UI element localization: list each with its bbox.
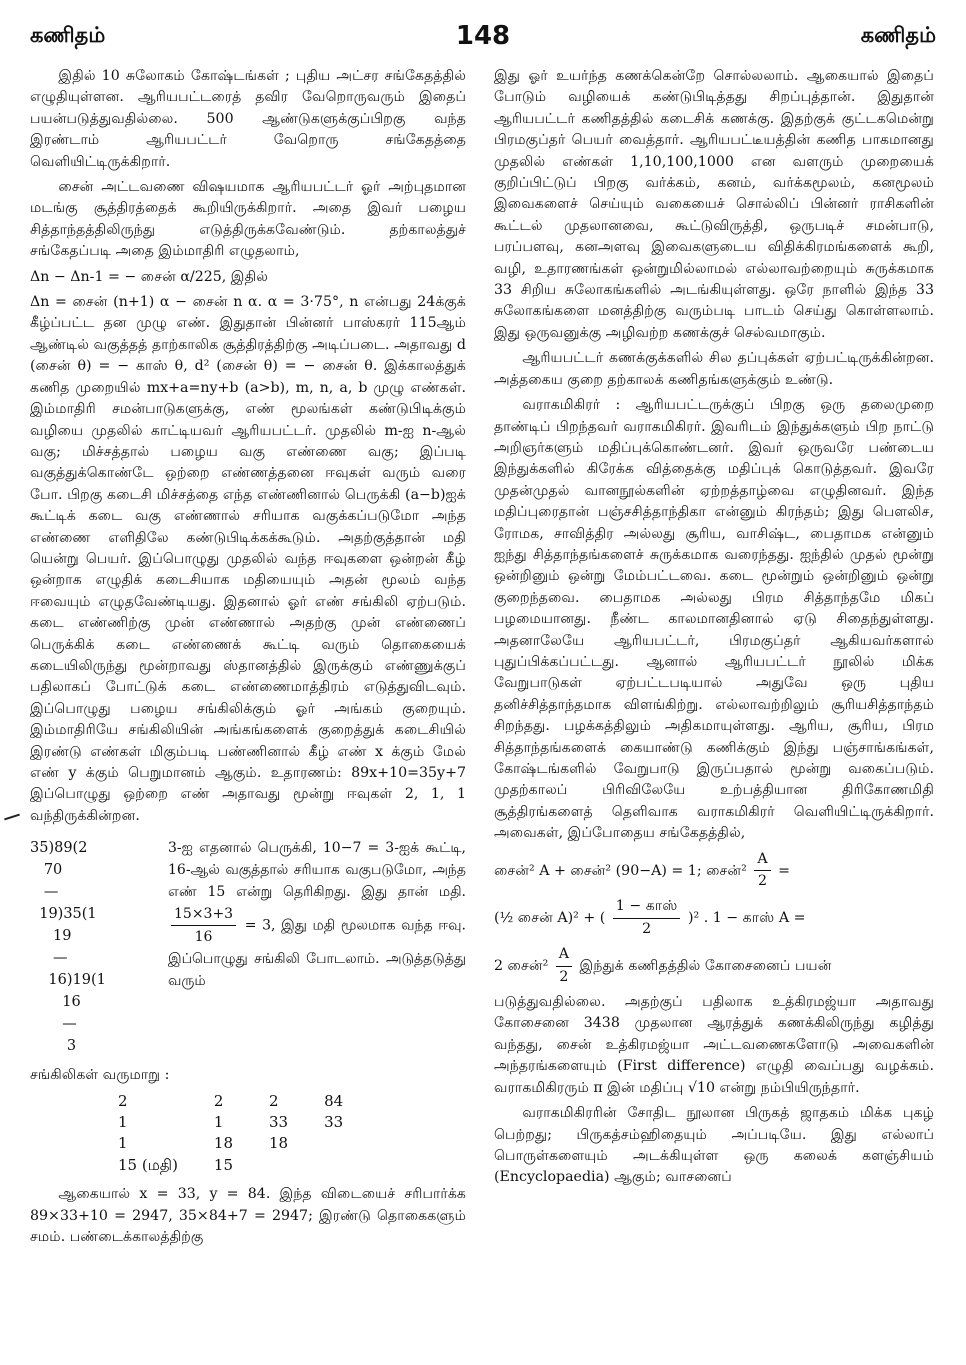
- division-step: 19: [30, 928, 72, 945]
- formula-text: 2 சைன்²: [494, 958, 549, 975]
- paragraph: Δn = சைன் (n+1) α − சைன் n α. α = 3·75°, n என்பது 24க்குக் கீழ்ப்பட்ட தன முழு எண். இதுதான் பின்னர் பாஸ்கரர் 115ஆம் ஆண்டில் வகுத்தத் தாற்காலிக சூத்திரத்திற்கு அடிப்படை. அதாவது d (சைன் θ) = − காஸ் θ, d² (சைன் θ) = − சைன் θ. இக்காலத்துக் கணித முறையில் mx+a=ny+b (a>b), m, n, a, b முழு எண்கள். இம்மாதிரி சமன்பாடுகளுக்கு, எண் மூலங்கள் கண்டுபிடிக்கும் வழியை முதலில் காட்டியவர் ஆரியபட்டர். முதலில் m-ஐ n-ஆல் வகு; மிச்சத்தால் பழைய வகு எண்ணை வகு; இப்படி வகுத்துக்கொண்டே ஒற்றை எண்ணத்தனை ஈவுகள் வரும் வரை போ. பிறகு கடைசி மிச்சத்தை எந்த எண்ணினால் பெருக்கி (a−b)ஐக் கூட்டிக் கடை வகு எண்ணால் சரியாக வகுக்கப்படுமோ அந்த எண்ணை எளிதிலே கண்டுபிடிக்கக்கூடும். அதற்குத்தான் மதி யென்று பெயர். இப்பொழுது முதலில் வந்த ஈவுகளை ஒன்றன் கீழ் ஒன்றாக எழுதிக் கடைசியாக மதியையும் அதன் மூலம் வந்த ஈவையும் எழுதவேண்டியது. இதனால் ஓர் எண் சங்கிலி ஏற்படும். கடை எண்ணிற்கு முன் எண்ணால் அதற்கு முன் எண்ணைப் பெருக்கிக் கடை எண்ணைக் கூட்டி வரும் தொகையைக் கடையிலிருந்து மூன்றாவது ஸ்தானத்தில் இருக்கும் எண்ணுக்குப் பதிலாகப் போட்டுக் கடை எண்ணைமாத்திரம் எடுத்துவிடவும். இப்பொழுது பழைய சங்கிலிக்கும் ஓர் அங்கம் குறையும். இம்மாதிரியே சங்கிலியின் அங்கங்களைக் குறைத்துக் கடைசியில் இரண்டு எண்கள் மிகும்படி பண்ணினால் கீழ் எண் x க்கும் மேல் எண் y க்கும் பெறுமானம் ஆகும். உதாரணம்: 89x+10=35y+7 இப்பொழுது ஒற்றை எண் அதாவது மூன்று ஈவுகள் 2, 1, 1 வந்திருக்கின்றன.: [30, 294, 466, 824]
- table-cell: 2: [213, 1091, 224, 1110]
- table-cell: 1: [118, 1134, 128, 1153]
- paragraph: இதில் 10 சுலோகம் கோஷ்டங்கள் ; புதிய அட்சர சங்கேதத்தில் எழுதியுள்ளன. ஆரியபட்டரைத் தவிர வேறொருவரும் இதைப் பயன்படுத்துவதில்லை. 500 ஆண்டுகளுக்குப்பிறகு வந்த இரண்டாம் ஆரியபட்டர் வேறொரு சங்கேதத்தை வெளியிட்டிருக்கிறார்.: [30, 68, 466, 170]
- left-column: [30, 66, 466, 1252]
- division-step: —: [30, 884, 59, 901]
- formula-text: சைன்² A + சைன்² (90−A) = 1; சைன்²: [494, 862, 747, 879]
- fraction-denominator: 2: [559, 968, 569, 985]
- paragraph: ஆகையால் x = 33, y = 84. இந்த விடையைச் சரிபார்க்க 89×33+10 = 2947, 35×84+7 = 2947; இரண்டு தொகைகளும் சமம். பண்டைக்காலத்திற்கு: [30, 1186, 466, 1246]
- division-steps: [30, 837, 150, 1057]
- division-step: 3: [30, 1038, 77, 1055]
- division-note: 3-ஐ எதனால் பெருக்கி, 10−7 = 3-ஐக் கூட்டி, 16-ஆல் வகுத்தால் சரியாக வகுபடுமோ, அந்த எண் 15 என்று தெரிகிறது. இது தான் மதி.: [168, 840, 466, 901]
- fraction: [613, 896, 681, 940]
- fraction: [556, 944, 572, 988]
- running-title-right: கணிதம்: [860, 22, 936, 47]
- table-cell: [306, 1133, 361, 1154]
- chain-table: [100, 1091, 361, 1177]
- table-row: [100, 1091, 361, 1112]
- table-cell: 15 (மதி): [118, 1155, 178, 1174]
- page-header: [30, 18, 936, 54]
- table-cell: 18: [269, 1134, 289, 1153]
- fraction-numerator: 1 − காஸ்: [613, 896, 681, 918]
- formula-text: (½ சைன் A)² + (: [494, 910, 606, 927]
- paragraph: வராகமிகிரர் : ஆரியபட்டருக்குப் பிறகு ஒரு தலைமுறை தாண்டிப் பிறந்தவர் வராகமிகிரர். இவரிடம் இந்துக்களும் பிற நாட்டு அறிஞர்களும் மதிப்புக்கொண்டனர். இவர் ஒருவரே பண்டைய இந்துக்களில் கிரேக்க வித்தைக்கு மதிப்புக் கொடுத்தவர். இவரே முதன்முதல் வானநூல்களின் ஏற்றத்தாழ்வை எழுதினவர். இந்த மதிப்புரைதான் பஞ்சசித்தாந்திகா என்னும் கிரந்தம்; இது பௌலிச, ரோமக, சாவித்திர அல்லது சூரிய, வாசிஷ்ட, பைதாமக என்னும் ஐந்து சித்தாந்தங்களைச் சுருக்கமாக வரைந்தது. ஐந்தில் முதல் மூன்று ஒன்றினும் ஒன்று மேம்பட்டவை. கடை மூன்றும் ஒன்றினும் ஒன்று குறைந்தவை. பைதாமக அல்லது பிரம சித்தாந்தமே மிகப் பழமையானது. நீண்ட காலமானதினால் ஏடு சிதைந்துள்ளது. அதனாலேயே ஆரியபட்டர், பிரமகுப்தர் ஆகியவர்களால் புதுப்பிக்கப்பட்டது. ஆனால் ஆரியபட்டர் நூலில் மிக்க வேறுபாடுகள் ஏற்பட்டபடியால் அதுவே ஒரு புதிய தனிச்சித்தாந்தமாக விளங்கிற்று. எல்லாவற்றிலும் சூரியசித்தாந்தம் சிறந்தது. பழக்கத்திலும் அதிகமாயுள்ளது. ஆரிய, சூரிய, பிரம சித்தாந்தங்களைக் கையாண்டு கணிக்கும் இந்து பஞ்சாங்கங்கள், கோஷ்டங்களில் வேறுபாடு இருப்பதால் மூன்று வகைப்படும். முதற்காலப் பிரிவிலேயே உற்பத்தியான திரிகோணமிதி சூத்திரங்களைத் தெளிவாக வராகமிகிரர் வெளியிட்டிருக்கிறார். அவைகள், இப்போதைய சங்கேதத்தில்,: [494, 397, 934, 842]
- fraction-numerator: A: [556, 944, 572, 966]
- table-cell: 18: [213, 1134, 234, 1153]
- paragraph: படுத்துவதில்லை. அதற்குப் பதிலாக உத்கிரமஜ்யா அதாவது கோசைனை 3438 முதலான ஆரத்துக் கணக்கிலிருந்து கழித்து வந்தது, சைன் உத்கிரமஜ்யா அட்டவணைகளோடு அவைகளின் அந்தரங்களையும் (First difference) எழுதி வைப்பது வழக்கம். வராகமிகிரரும் π இன் மதிப்பு √10 என்று நம்பியிருந்தார்.: [494, 994, 934, 1096]
- formula-line: [494, 849, 934, 893]
- right-column: [494, 66, 934, 1193]
- division-step: —: [30, 950, 68, 967]
- long-division-example: [30, 837, 466, 1057]
- fraction-denominator: 16: [194, 929, 213, 946]
- table-cell: 1: [213, 1113, 224, 1132]
- division-notes: [168, 837, 466, 1057]
- formula-line: [494, 944, 934, 988]
- chain-heading: சங்கிலிகள் வருமாறு :: [30, 1067, 170, 1084]
- division-step: 16)19(1: [30, 972, 106, 989]
- table-cell: 2: [269, 1091, 279, 1110]
- table-cell: 15: [213, 1155, 234, 1174]
- formula-line: [494, 896, 934, 940]
- table-cell: 1: [118, 1113, 128, 1132]
- formula-text: இந்துக் கணிதத்தில் கோசைனைப் பயன்: [579, 958, 832, 975]
- paragraph: இது ஓர் உயர்ந்த கணக்கென்றே சொல்லலாம். ஆகையால் இதைப் போடும் வழியைக் கண்டுபிடித்தது சிறப்புத்தான். இதுதான் ஆரியபட்டர் கணிதத்தில் கடைசிக் கணக்கு. இதற்குக் குட்டகமென்று பிரமகுப்தர் பெயர் வைத்தார். ஆரியபட்டீயத்தின் கணித பாகமானது முதலில் எண்கள் 1,10,100,1000 என வளரும் முறையைக் குறிப்பிட்டுப் பிறகு வர்க்கம், கனம், வர்க்கமூலம், கனமூலம் இவைகளைச் செய்யும் வகையைச் சொல்லிப் பின்னர் ராசிகளின் கூட்டல் முதலானவை, கூட்டுவிருத்தி, ஒருபடிச் சமன்பாடு, பரப்பளவு, கனஅளவு இவைகளுடைய விதிக்கிரமங்களைக் கூறி, வழி, உதாரணங்கள் ஒன்றுமில்லாமல் எல்லாவற்றையும் சுருக்கமாக 33 சிறிய சுலோகங்களில் அடங்கியுள்ளது. ஒரே நாளில் இந்த 33 சுலோகங்களை மனத்திற்கு வரும்படி பாடம் செய்து கொள்ளலாம். இது ஒருவனுக்கு அழிவற்ற கணக்குச் செல்வமாகும்.: [494, 68, 934, 341]
- table-row: [100, 1155, 361, 1176]
- table-row: [100, 1112, 361, 1133]
- page-number: 148: [455, 21, 511, 51]
- formula-line: Δn − Δn-1 = − சைன் α/225, இதில்: [30, 268, 269, 285]
- fraction-numerator: A: [754, 849, 770, 871]
- margin-mark: [4, 814, 20, 821]
- division-step: —: [30, 1016, 77, 1033]
- fraction: [754, 849, 770, 893]
- fraction: [171, 903, 236, 948]
- division-step: 70: [30, 862, 63, 879]
- table-row: [100, 1133, 361, 1154]
- table-cell: 33: [324, 1113, 344, 1132]
- formula-text: =: [778, 862, 791, 879]
- table-cell: 33: [269, 1113, 289, 1132]
- division-step: 16: [30, 994, 81, 1011]
- paragraph: ஆரியபட்டர் கணக்குக்களில் சில தப்புக்கள் ஏற்பட்டிருக்கின்றன. அத்தகைய குறை தற்காலக் கணிதங்களுக்கும் உண்டு.: [494, 350, 934, 388]
- formula-text: )² . 1 − காஸ் A =: [687, 910, 806, 927]
- table-cell: [251, 1155, 306, 1176]
- paragraph: வராகமிகிரரின் சோதிட நூலான பிருகத் ஜாதகம் மிக்க புகழ் பெற்றது; பிருகத்சம்ஹிதையும் அப்படியே. இது எல்லாப் பொருள்களையும் அடக்கியுள்ள ஒரு கலைக் களஞ்சியம் (Encyclopaedia) ஆகும்; வாசனைப்: [494, 1105, 934, 1186]
- division-step: 19)35(1: [30, 906, 97, 923]
- fraction-denominator: 2: [757, 873, 767, 890]
- division-step: 35)89(2: [30, 840, 88, 857]
- division-note: = 3, இது மதி மூலமாக வந்த ஈவு. இப்பொழுது சங்கிலி போடலாம். அடுத்தடுத்து வரும்: [168, 917, 466, 990]
- fraction-denominator: 2: [642, 920, 652, 937]
- fraction-numerator: 15×3+3: [171, 903, 236, 926]
- table-cell: 84: [324, 1091, 344, 1110]
- running-title-left: கணிதம்: [30, 22, 106, 47]
- table-cell: [306, 1155, 361, 1176]
- table-cell: 2: [118, 1091, 128, 1110]
- paragraph: சைன் அட்டவணை விஷயமாக ஆரியபட்டர் ஓர் அற்புதமான மடங்கு சூத்திரத்தைக் கூறியிருக்கிறார். அதை இவர் பழைய சித்தாந்தத்திலிருந்து எடுத்திருக்கவேண்டும். தற்காலத்துச் சங்கேதப்படி அதை இம்மாதிரி எழுதலாம்,: [30, 179, 466, 260]
